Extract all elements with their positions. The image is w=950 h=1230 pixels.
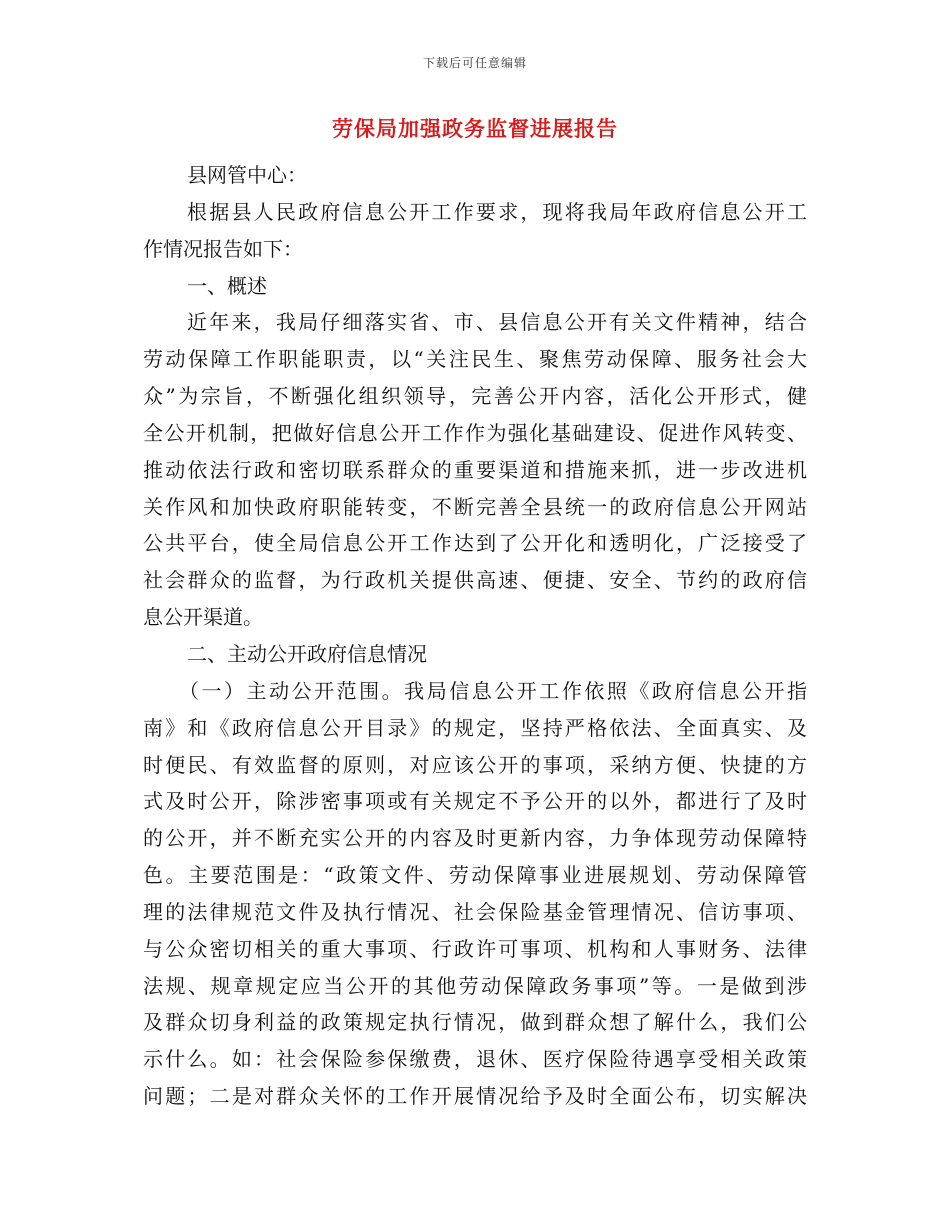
body-line: 时便民、有效监督的原则，对应该公开的事项，采纳方便、快捷的方 [143,752,807,777]
document-body [143,157,807,1115]
body-line: 众”为宗旨，不断强化组织领导，完善公开内容，活化公开形式，健 [143,384,807,409]
body-line: 社会群众的监督，为行政机关提供高速、便捷、安全、节约的政府信 [143,568,807,593]
body-line: 关作风和加快政府职能转变，不断完善全县统一的政府信息公开网站 [143,494,807,519]
body-line: 理的法律规范文件及执行情况、社会保险基金管理情况、信访事项、 [143,899,807,924]
body-line: 色。主要范围是：“政策文件、劳动保障事业进展规划、劳动保障管 [143,863,807,888]
document-title: 劳保局加强政务监督进展报告 [332,116,618,141]
section-heading: 二、主动公开政府信息情况 [187,641,427,666]
body-line: 示什么。如：社会保险参保缴费，退休、医疗保险待遇享受相关政策 [143,1047,807,1072]
page-header: 下载后可任意编辑 [422,56,527,70]
body-line: 及群众切身利益的政策规定执行情况，做到群众想了解什么，我们公 [143,1010,807,1035]
body-line: 近年来，我局仔细落实省、市、县信息公开有关文件精神，结合 [187,310,807,335]
body-line: 推动依法行政和密切联系群众的重要渠道和措施来抓，进一步改进机 [143,457,807,482]
subsection-line: （一）主动公开范围。我局信息公开工作依照《政府信息公开指 [179,678,807,703]
body-line: 根据县人民政府信息公开工作要求，现将我局年政府信息公开工 [187,199,807,224]
body-line: 劳动保障工作职能职责，以“关注民生、聚焦劳动保障、服务社会大 [143,347,807,372]
body-line: 问题；二是对群众关怀的工作开展情况给予及时全面公布，切实解决 [143,1084,807,1109]
body-line: 县网管中心： [187,163,307,187]
body-line: 全公开机制，把做好信息公开工作作为强化基础建设、促进作风转变、 [143,420,807,445]
body-line: 南》和《政府信息公开目录》的规定，坚持严格依法、全面真实、及 [143,715,807,740]
body-line: 息公开渠道。 [143,605,263,630]
section-heading: 一、概述 [187,273,267,298]
body-line: 式及时公开，除涉密事项或有关规定不予公开的以外，都进行了及时 [143,789,807,814]
body-line: 的公开，并不断充实公开的内容及时更新内容，力争体现劳动保障特 [143,826,807,851]
body-line: 与公众密切相关的重大事项、行政许可事项、机构和人事财务、法律 [143,936,807,961]
body-line: 法规、规章规定应当公开的其他劳动保障政务事项”等。一是做到涉 [143,973,807,998]
body-line: 作情况报告如下： [143,236,303,261]
body-line: 公共平台，使全局信息公开工作达到了公开化和透明化，广泛接受了 [143,531,807,556]
